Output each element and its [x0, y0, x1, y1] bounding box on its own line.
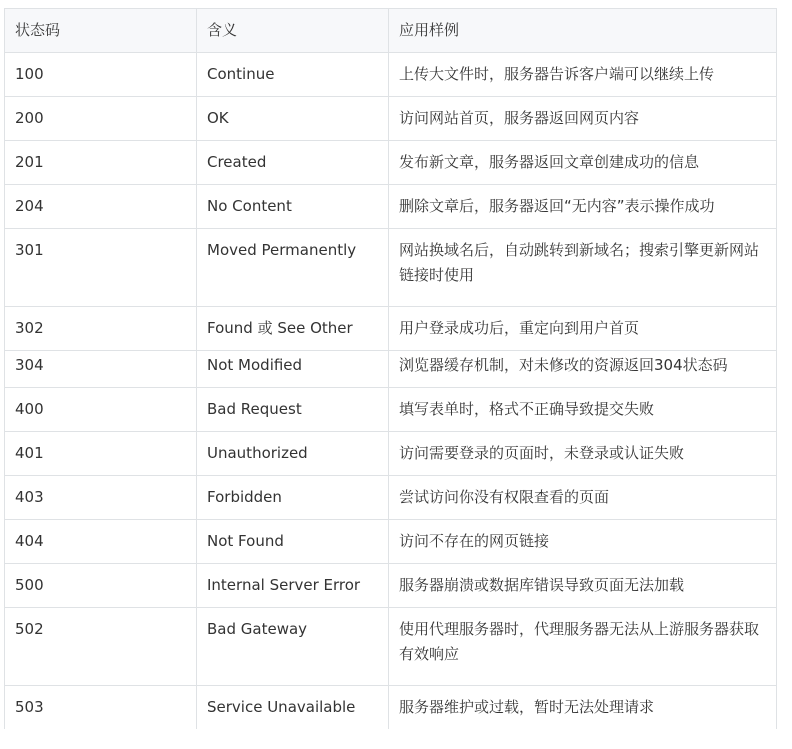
table-row	[5, 608, 777, 686]
cell-example: 访问需要登录的页面时，未登录或认证失败	[389, 432, 777, 476]
cell-example: 服务器维护或过载，暂时无法处理请求	[389, 686, 777, 730]
cell-code: 502	[5, 608, 197, 686]
status-code-table	[4, 8, 777, 730]
cell-example: 服务器崩溃或数据库错误导致页面无法加载	[389, 564, 777, 608]
cell-code: 400	[5, 388, 197, 432]
cell-example: 删除文章后，服务器返回“无内容”表示操作成功	[389, 185, 777, 229]
cell-example: 浏览器缓存机制，对未修改的资源返回304状态码	[389, 351, 777, 388]
table-row	[5, 388, 777, 432]
table-row	[5, 351, 777, 388]
cell-example: 网站换域名后，自动跳转到新域名；搜索引擎更新网站链接时使用	[389, 229, 777, 307]
cell-example: 访问不存在的网页链接	[389, 520, 777, 564]
cell-meaning: Created	[197, 141, 389, 185]
table-header-row	[5, 9, 777, 53]
cell-meaning: Bad Request	[197, 388, 389, 432]
cell-meaning: Bad Gateway	[197, 608, 389, 686]
cell-meaning: OK	[197, 97, 389, 141]
table-row	[5, 97, 777, 141]
cell-code: 301	[5, 229, 197, 307]
cell-code: 302	[5, 307, 197, 351]
cell-meaning: Forbidden	[197, 476, 389, 520]
cell-example: 尝试访问你没有权限查看的页面	[389, 476, 777, 520]
cell-code: 403	[5, 476, 197, 520]
header-status-code: 状态码	[5, 9, 197, 53]
cell-meaning: Unauthorized	[197, 432, 389, 476]
cell-meaning: Continue	[197, 53, 389, 97]
table-row	[5, 432, 777, 476]
cell-example: 用户登录成功后，重定向到用户首页	[389, 307, 777, 351]
cell-meaning: Internal Server Error	[197, 564, 389, 608]
status-code-table-container	[4, 8, 776, 730]
cell-meaning: No Content	[197, 185, 389, 229]
cell-example: 使用代理服务器时，代理服务器无法从上游服务器获取有效响应	[389, 608, 777, 686]
table-row	[5, 229, 777, 307]
cell-example: 发布新文章，服务器返回文章创建成功的信息	[389, 141, 777, 185]
table-row	[5, 185, 777, 229]
cell-example: 访问网站首页，服务器返回网页内容	[389, 97, 777, 141]
cell-meaning: Found 或 See Other	[197, 307, 389, 351]
cell-code: 201	[5, 141, 197, 185]
table-row	[5, 53, 777, 97]
cell-code: 200	[5, 97, 197, 141]
cell-meaning: Moved Permanently	[197, 229, 389, 307]
table-row	[5, 476, 777, 520]
cell-example: 上传大文件时，服务器告诉客户端可以继续上传	[389, 53, 777, 97]
cell-code: 404	[5, 520, 197, 564]
table-row	[5, 564, 777, 608]
table-row	[5, 307, 777, 351]
header-meaning: 含义	[197, 9, 389, 53]
table-row	[5, 686, 777, 730]
header-example: 应用样例	[389, 9, 777, 53]
cell-code: 503	[5, 686, 197, 730]
cell-code: 100	[5, 53, 197, 97]
cell-code: 204	[5, 185, 197, 229]
cell-meaning: Service Unavailable	[197, 686, 389, 730]
cell-example: 填写表单时，格式不正确导致提交失败	[389, 388, 777, 432]
cell-code: 500	[5, 564, 197, 608]
cell-code: 401	[5, 432, 197, 476]
table-row	[5, 520, 777, 564]
cell-meaning: Not Found	[197, 520, 389, 564]
table-row	[5, 141, 777, 185]
cell-meaning: Not Modified	[197, 351, 389, 388]
cell-code: 304	[5, 351, 197, 388]
